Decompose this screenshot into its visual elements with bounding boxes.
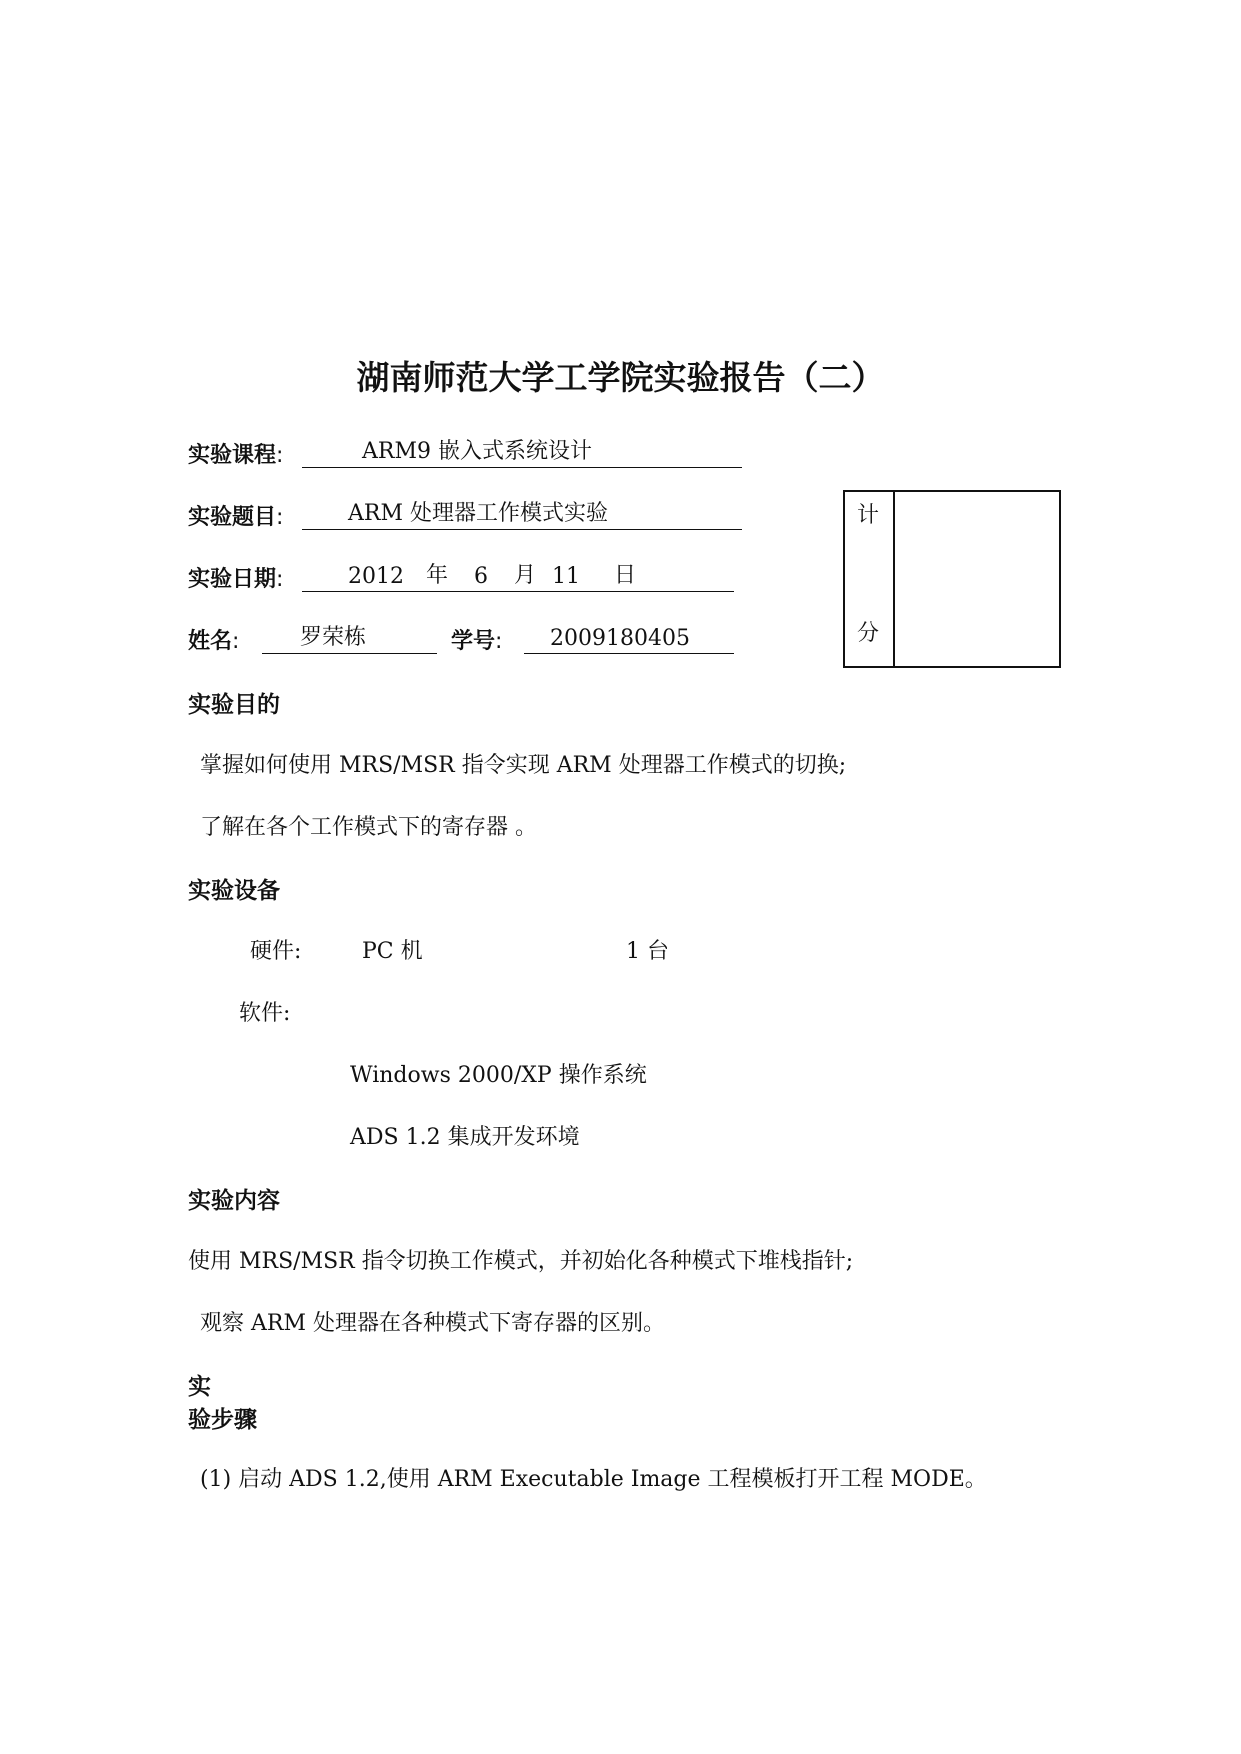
date-month: 6: [474, 564, 488, 589]
score-char-bottom: 分: [857, 621, 880, 646]
topic-label: [188, 500, 283, 531]
name-field: [262, 623, 437, 654]
date-label: [188, 562, 283, 593]
score-box: [843, 490, 1061, 668]
content-line-2: 观察 ARM 处理器在各种模式下寄存器的区别。: [200, 1311, 665, 1336]
name-colon: :: [232, 629, 240, 654]
purpose-heading: 实验目的: [188, 692, 280, 718]
hardware-qty: 1 台: [626, 939, 669, 964]
software-item-2: ADS 1.2 集成开发环境: [350, 1125, 580, 1150]
purpose-line-1: 掌握如何使用 MRS/MSR 指令实现 ARM 处理器工作模式的切换;: [200, 753, 847, 778]
course-field: [302, 437, 742, 468]
software-label: 软件:: [239, 1001, 291, 1026]
name-label-text: 姓名: [188, 629, 233, 654]
date-year-unit: 年: [426, 563, 449, 588]
date-month-unit: 月: [514, 563, 537, 588]
date-year: 2012: [348, 564, 404, 589]
topic-value: ARM 处理器工作模式实验: [348, 501, 608, 526]
name-label: [188, 624, 239, 655]
date-day-unit: 日: [614, 563, 637, 588]
name-value: 罗荣栋: [300, 625, 367, 650]
course-label: [188, 438, 283, 469]
content-line-1: 使用 MRS/MSR 指令切换工作模式，并初始化各种模式下堆栈指针;: [188, 1249, 854, 1274]
date-field: [302, 561, 734, 592]
id-label: [451, 624, 502, 655]
steps-heading-line-2: 验步骤: [188, 1407, 257, 1433]
date-day: 11: [552, 564, 580, 589]
software-item-1: Windows 2000/XP 操作系统: [350, 1063, 647, 1088]
date-label-text: 实验日期: [188, 567, 277, 592]
course-label-text: 实验课程: [188, 443, 277, 468]
id-value: 2009180405: [550, 626, 690, 651]
id-label-text: 学号: [451, 629, 496, 654]
hardware-label: 硬件:: [250, 939, 302, 964]
report-title: 湖南师范大学工学院实验报告（二）: [356, 358, 885, 397]
equipment-heading: 实验设备: [188, 878, 280, 904]
id-colon: :: [495, 629, 503, 654]
score-char-top: 计: [857, 503, 880, 528]
score-box-divider: [893, 492, 895, 666]
hardware-item: PC 机: [362, 939, 423, 964]
course-colon: :: [276, 443, 284, 468]
steps-line-1: (1) 启动 ADS 1.2,使用 ARM Executable Image 工程模板打开工程 MODE。: [200, 1467, 987, 1492]
topic-field: [302, 499, 742, 530]
steps-heading-line-1: 实: [188, 1374, 211, 1400]
topic-colon: :: [276, 505, 284, 530]
date-colon: :: [276, 567, 284, 592]
purpose-line-2: 了解在各个工作模式下的寄存器 。: [200, 815, 537, 840]
content-heading: 实验内容: [188, 1188, 280, 1214]
course-value: ARM9 嵌入式系统设计: [362, 439, 592, 464]
topic-label-text: 实验题目: [188, 505, 277, 530]
id-field: [524, 623, 734, 654]
